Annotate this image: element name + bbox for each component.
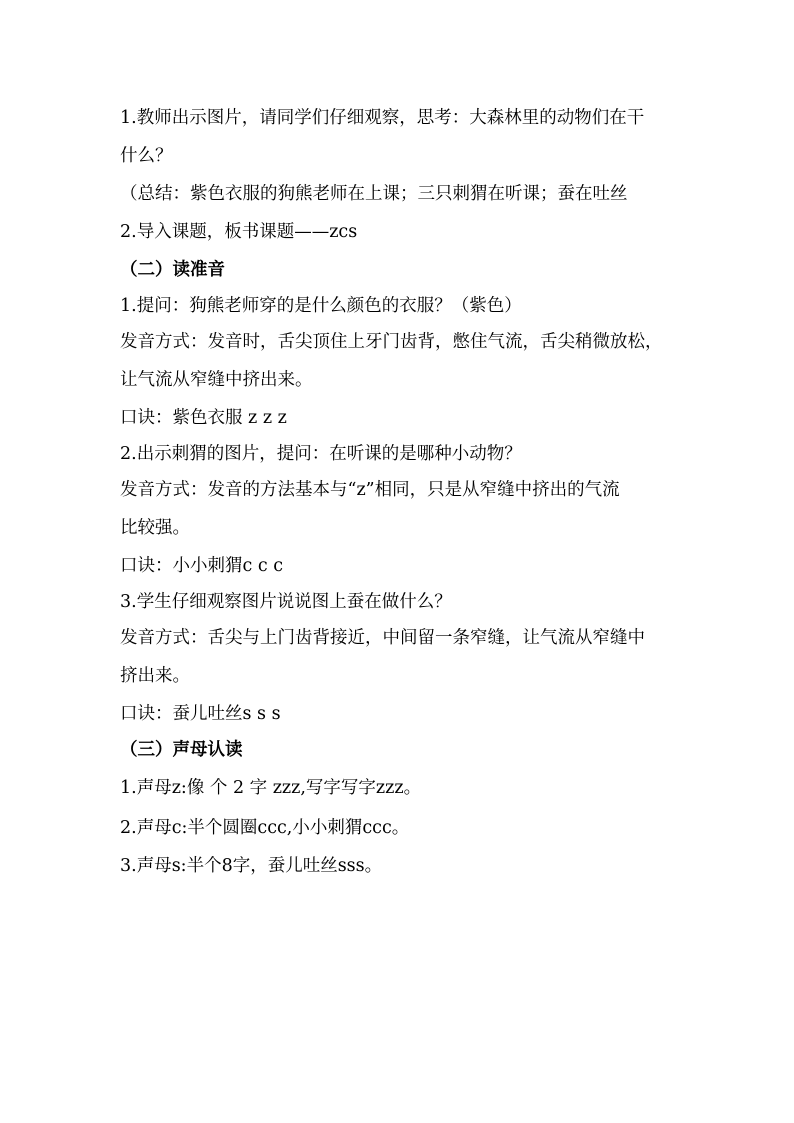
paragraph-line: 发音方式：发音时，舌尖顶住上牙门齿背，憋住气流，舌尖稍微放松， [120,332,663,352]
paragraph-line: 口诀：小小刺猬c c c [120,556,284,576]
paragraph-line: （总结：紫色衣服的狗熊老师在上课；三只刺猬在听课；蚕在吐丝 [120,184,628,204]
section-heading: （二）读准音 [120,260,225,280]
paragraph-line: 比较强。 [120,518,190,538]
paragraph-line: 发音方式：舌尖与上门齿背接近，中间留一条窄缝，让气流从窄缝中 [120,628,645,648]
section-heading: （三）声母认读 [120,740,243,760]
paragraph-line: 口诀：蚕儿吐丝s s s [120,704,281,724]
paragraph-line: 2.声母c:半个圆圈ccc,小小刺猬ccc。 [120,818,410,838]
paragraph-line: 1.声母z:像 个 2 字 zzz,写字写字zzz。 [120,778,422,798]
paragraph-line: 3.声母s:半个8字，蚕儿吐丝sss。 [120,856,383,876]
paragraph-line: 让气流从窄缝中挤出来。 [120,370,313,390]
paragraph-line: 挤出来。 [120,666,190,686]
paragraph-line: 口诀：紫色衣服 z z z [120,408,287,428]
document-body [120,100,680,884]
paragraph-line: 1.提问：狗熊老师穿的是什么颜色的衣服？（紫色） [120,296,522,316]
paragraph-line: 2.出示刺猬的图片，提问：在听课的是哪种小动物？ [120,444,522,464]
paragraph-line: 1.教师出示图片，请同学们仔细观察，思考：大森林里的动物们在干 [120,108,645,128]
paragraph-line: 发音方式：发音的方法基本与“z”相同，只是从窄缝中挤出的气流 [120,480,620,500]
paragraph-line: 什么？ [120,146,173,166]
paragraph-line: 2.导入课题，板书课题——zcs [120,222,358,242]
paragraph-line: 3.学生仔细观察图片说说图上蚕在做什么？ [120,592,452,612]
